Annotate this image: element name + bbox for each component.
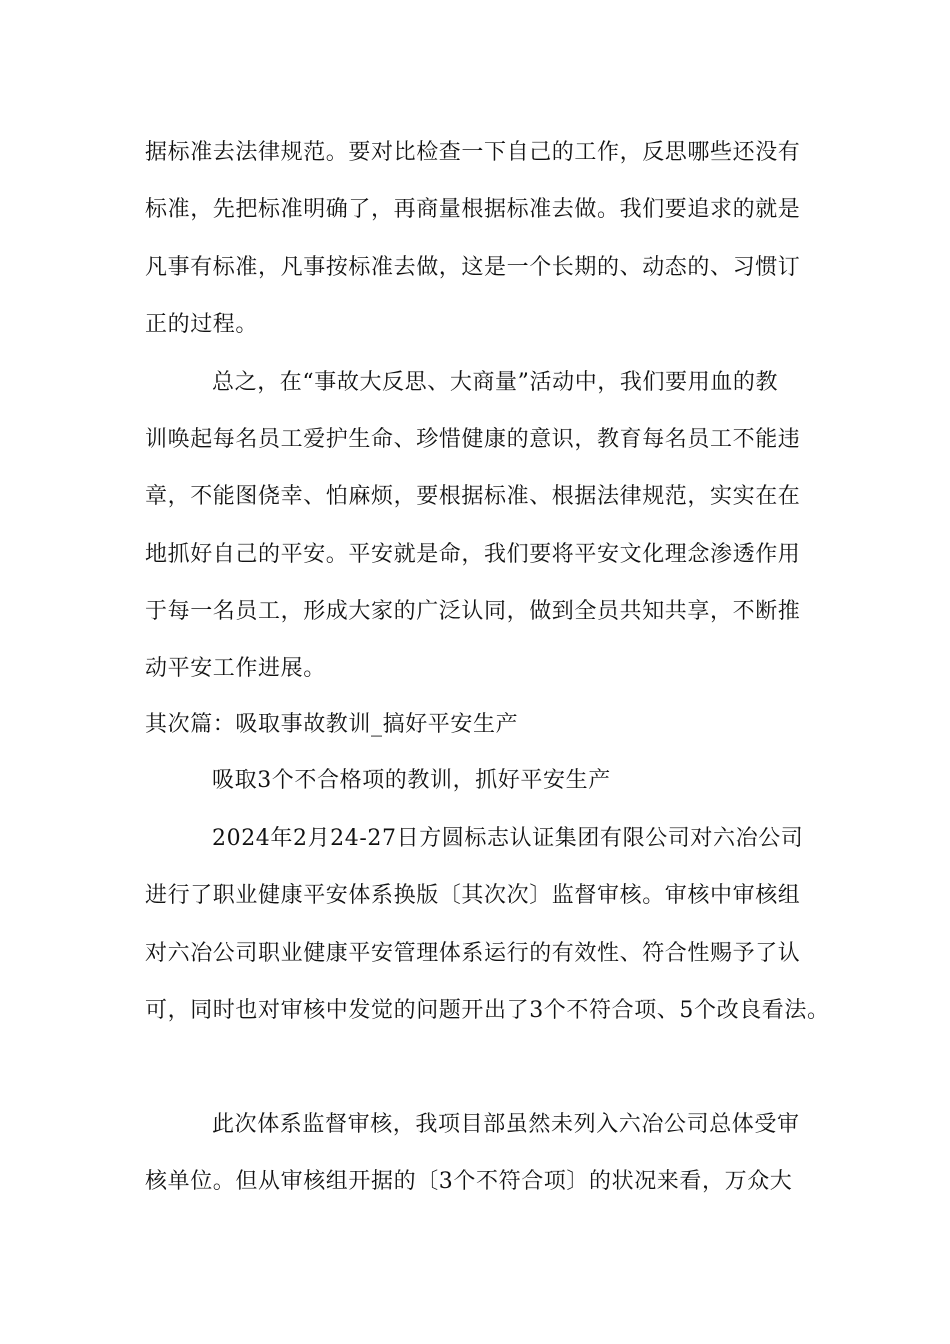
- section-heading: 其次篇：吸取事故教训_搞好平安生产: [145, 712, 519, 737]
- paragraph-3-line-1: 2024年2月24-27日方圆标志认证集团有限公司对六冶公司: [212, 826, 804, 851]
- paragraph-2-line-1: 总之，在“事故大反思、大商量”活动中，我们要用血的教: [212, 370, 779, 395]
- paragraph-4-line-2: 核单位。但从审核组开据的〔3个不符合项〕的状况来看，万众大: [145, 1169, 793, 1194]
- subtitle: 吸取3个不合格项的教训，抓好平安生产: [212, 768, 611, 793]
- paragraph-1-line-3: 凡事有标准，凡事按标准去做，这是一个长期的、动态的、习惯订: [145, 255, 801, 280]
- paragraph-2-line-5: 于每一名员工，形成大家的广泛认同，做到全员共知共享，不断推: [145, 599, 801, 624]
- paragraph-3-line-4: 可，同时也对审核中发觉的问题开出了3个不符合项、5个改良看法。: [145, 998, 830, 1023]
- paragraph-2-line-4: 地抓好自己的平安。平安就是命，我们要将平安文化理念渗透作用: [145, 542, 801, 567]
- paragraph-2-line-2: 训唤起每名员工爱护生命、珍惜健康的意识，教育每名员工不能违: [145, 427, 801, 452]
- paragraph-4-line-1: 此次体系监督审核，我项目部虽然未列入六冶公司总体受审: [212, 1112, 800, 1137]
- paragraph-2-line-6: 动平安工作进展。: [145, 656, 326, 681]
- paragraph-1-line-2: 标准，先把标准明确了，再商量根据标准去做。我们要追求的就是: [145, 197, 801, 222]
- paragraph-2-line-3: 章，不能图侥幸、怕麻烦，要根据标准、根据法律规范，实实在在: [145, 484, 801, 509]
- paragraph-3-line-3: 对六冶公司职业健康平安管理体系运行的有效性、符合性赐予了认: [145, 941, 801, 966]
- paragraph-1-line-1: 据标准去法律规范。要对比检查一下自己的工作，反思哪些还没有: [145, 140, 801, 165]
- paragraph-3-line-2: 进行了职业健康平安体系换版〔其次次〕监督审核。审核中审核组: [145, 883, 801, 908]
- paragraph-1-line-4: 正的过程。: [145, 312, 259, 337]
